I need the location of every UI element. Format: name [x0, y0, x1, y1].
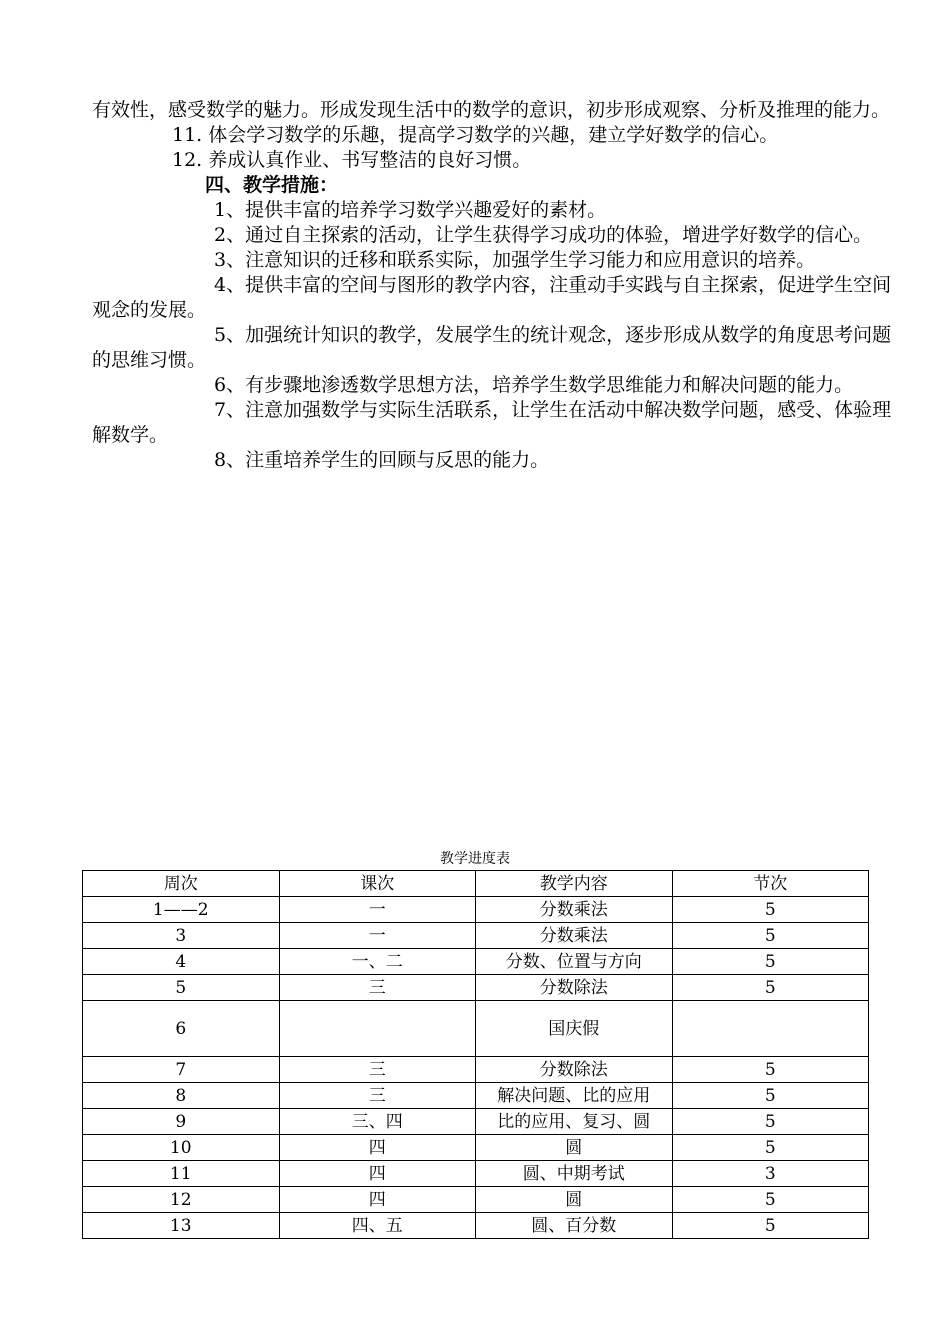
- list-item-12: 12. 养成认真作业、书写整洁的良好习惯。: [172, 149, 532, 171]
- header-week: 周次: [83, 871, 280, 897]
- cell-content: 圆: [476, 1135, 673, 1161]
- cell-week: 13: [83, 1213, 280, 1239]
- header-content: 教学内容: [476, 871, 673, 897]
- cell-periods: [672, 1001, 869, 1057]
- cell-periods: 5: [672, 923, 869, 949]
- cell-lesson: 三、四: [279, 1109, 476, 1135]
- cell-content: 分数除法: [476, 975, 673, 1001]
- cell-lesson: 四: [279, 1187, 476, 1213]
- table-row: [83, 923, 869, 949]
- paragraph-continuation: 有效性，感受数学的魅力。形成发现生活中的数学的意识，初步形成观察、分析及推理的能力。: [92, 99, 891, 121]
- cell-content: 分数乘法: [476, 923, 673, 949]
- measure-item-1: 1、提供丰富的培养学习数学兴趣爱好的素材。: [214, 199, 607, 221]
- cell-content: 比的应用、复习、圆: [476, 1109, 673, 1135]
- cell-week: 7: [83, 1057, 280, 1083]
- cell-lesson: 三: [279, 1057, 476, 1083]
- cell-content: 圆、中期考试: [476, 1161, 673, 1187]
- cell-periods: 5: [672, 1187, 869, 1213]
- table-row-holiday: [83, 1001, 869, 1057]
- table-row: [83, 949, 869, 975]
- measure-item-8: 8、注重培养学生的回顾与反思的能力。: [214, 449, 550, 471]
- table-row: [83, 1109, 869, 1135]
- cell-periods: 5: [672, 1057, 869, 1083]
- cell-week: 6: [83, 1001, 280, 1057]
- cell-week: 5: [83, 975, 280, 1001]
- measure-item-5: 5、加强统计知识的教学，发展学生的统计观念，逐步形成从数学的角度思考问题的思维习惯。: [92, 324, 892, 371]
- table-header-row: [83, 871, 869, 897]
- cell-lesson: 四、五: [279, 1213, 476, 1239]
- table-row: [83, 1187, 869, 1213]
- cell-lesson: 一: [279, 923, 476, 949]
- cell-lesson: 四: [279, 1135, 476, 1161]
- table-title: 教学进度表: [440, 851, 510, 867]
- table-row: [83, 897, 869, 923]
- schedule-table: [82, 870, 869, 1239]
- header-lesson: 课次: [279, 871, 476, 897]
- measure-item-4: 4、提供丰富的空间与图形的教学内容，注重动手实践与自主探索，促进学生空间观念的发展。: [92, 274, 892, 321]
- table-row: [83, 975, 869, 1001]
- cell-lesson: 一: [279, 897, 476, 923]
- measure-item-3: 3、注意知识的迁移和联系实际，加强学生学习能力和应用意识的培养。: [214, 249, 816, 271]
- cell-lesson: 四: [279, 1161, 476, 1187]
- cell-periods: 3: [672, 1161, 869, 1187]
- cell-week: 3: [83, 923, 280, 949]
- cell-week: 4: [83, 949, 280, 975]
- cell-lesson: 三: [279, 975, 476, 1001]
- cell-content: 分数、位置与方向: [476, 949, 673, 975]
- table-row: [83, 1083, 869, 1109]
- cell-week: 9: [83, 1109, 280, 1135]
- cell-periods: 5: [672, 897, 869, 923]
- table-row: [83, 1161, 869, 1187]
- measure-item-6: 6、有步骤地渗透数学思想方法，培养学生数学思维能力和解决问题的能力。: [214, 374, 854, 396]
- table-row: [83, 1213, 869, 1239]
- cell-periods: 5: [672, 1083, 869, 1109]
- document-body: [92, 98, 892, 473]
- cell-content: 圆、百分数: [476, 1213, 673, 1239]
- cell-content: 圆: [476, 1187, 673, 1213]
- measure-item-7: 7、注意加强数学与实际生活联系，让学生在活动中解决数学问题，感受、体验理解数学。: [92, 399, 892, 446]
- measure-item-2: 2、通过自主探索的活动，让学生获得学习成功的体验，增进学好数学的信心。: [214, 224, 873, 246]
- section-heading: 四、教学措施：: [205, 174, 339, 196]
- cell-lesson: 三: [279, 1083, 476, 1109]
- cell-periods: 5: [672, 1135, 869, 1161]
- cell-content: 分数除法: [476, 1057, 673, 1083]
- cell-content: 分数乘法: [476, 897, 673, 923]
- cell-periods: 5: [672, 1109, 869, 1135]
- cell-week: 12: [83, 1187, 280, 1213]
- table-row: [83, 1057, 869, 1083]
- cell-content: 国庆假: [476, 1001, 673, 1057]
- cell-periods: 5: [672, 949, 869, 975]
- table-row: [83, 1135, 869, 1161]
- header-periods: 节次: [672, 871, 869, 897]
- cell-week: 1——2: [83, 897, 280, 923]
- cell-periods: 5: [672, 975, 869, 1001]
- cell-week: 11: [83, 1161, 280, 1187]
- cell-week: 8: [83, 1083, 280, 1109]
- cell-periods: 5: [672, 1213, 869, 1239]
- cell-week: 10: [83, 1135, 280, 1161]
- list-item-11: 11. 体会学习数学的乐趣，提高学习数学的兴趣，建立学好数学的信心。: [172, 124, 779, 146]
- cell-lesson: [279, 1001, 476, 1057]
- cell-lesson: 一、二: [279, 949, 476, 975]
- cell-content: 解决问题、比的应用: [476, 1083, 673, 1109]
